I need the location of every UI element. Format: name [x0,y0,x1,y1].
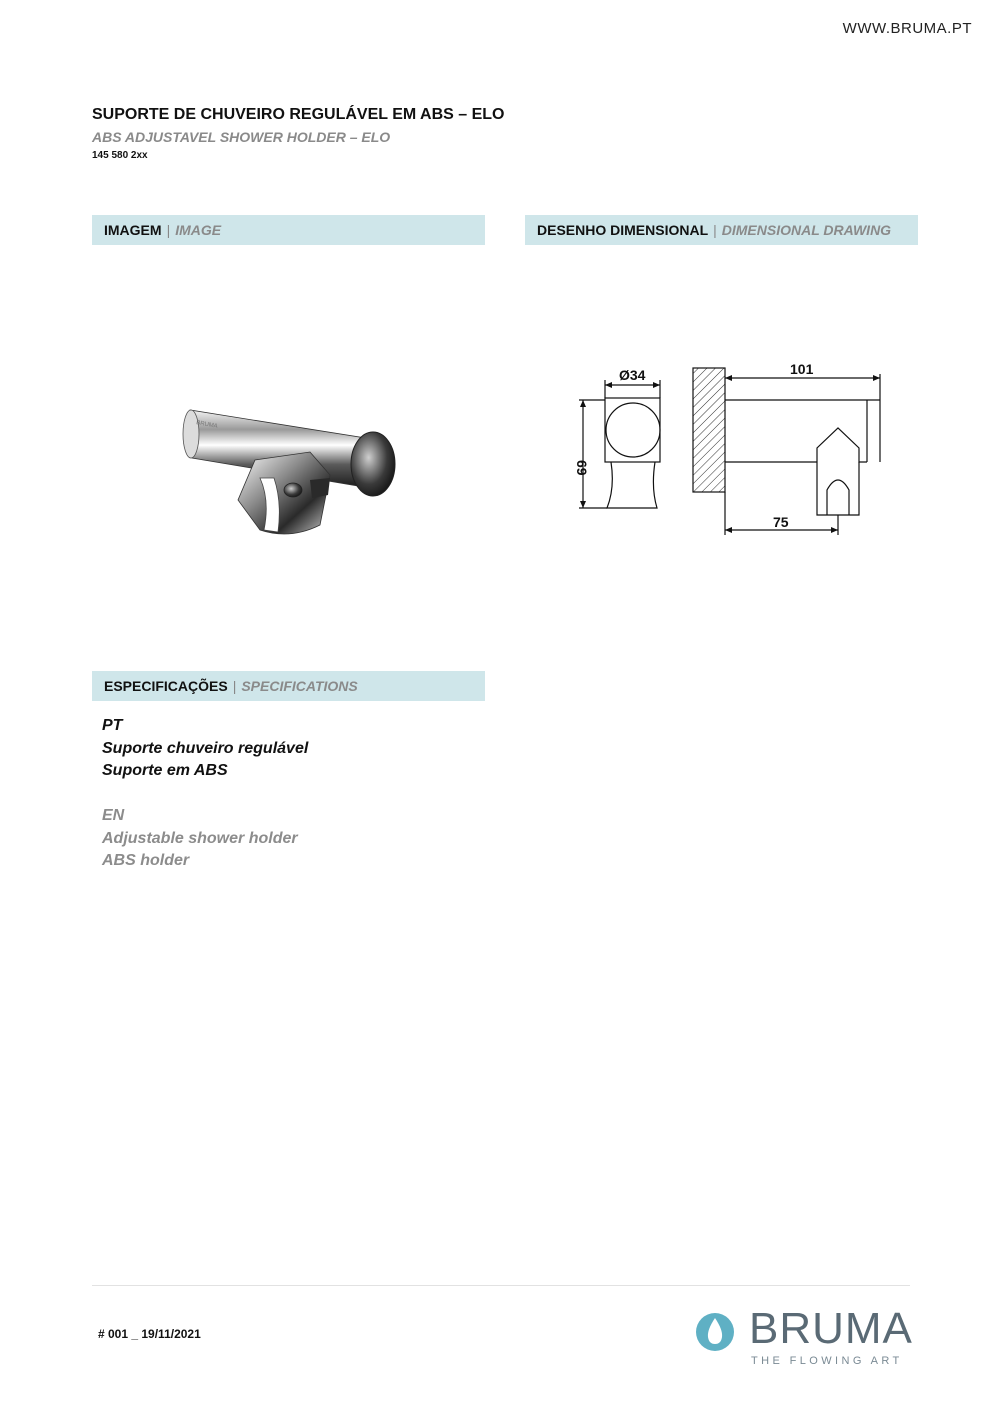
section-label-en: SPECIFICATIONS [241,678,358,694]
water-drop-icon [695,1310,735,1354]
dim-offset-label: 75 [773,514,789,530]
spec-line: Adjustable shower holder [102,829,298,847]
section-label-pt: ESPECIFICAÇÕES [104,678,228,694]
spec-language-label: PT [102,717,123,734]
spec-line: ABS holder [102,852,190,869]
section-label-en: IMAGE [175,222,222,238]
section-header-specifications [92,671,485,701]
photo-brand-mark: BRUMA [195,420,219,430]
product-code: 145 580 2xx [92,150,148,161]
spec-line: Suporte chuveiro regulável [102,739,309,757]
specs-portuguese [102,715,308,783]
section-header-image [92,215,485,245]
logo-tagline: THE FLOWING ART [751,1355,903,1367]
footer-divider [92,1285,910,1286]
specs-english [102,805,298,873]
document-number: # 001 _ 19/11/2021 [98,1327,201,1341]
spec-language-label: EN [102,807,125,824]
website-url: WWW.BRUMA.PT [842,20,972,37]
product-subtitle: ABS ADJUSTAVEL SHOWER HOLDER – ELO [92,129,391,145]
product-photo [160,380,410,560]
section-label-pt: IMAGEM [104,222,162,238]
section-label-en: DIMENSIONAL DRAWING [721,222,892,238]
dimensional-drawing [555,350,895,540]
product-title: SUPORTE DE CHUVEIRO REGULÁVEL EM ABS – ELO [92,106,505,123]
section-separator: | [232,678,237,694]
section-label-pt: DESENHO DIMENSIONAL [537,222,709,238]
logo-wordmark: BRUMA [749,1304,913,1353]
bruma-logo [695,1304,935,1373]
section-separator: | [713,222,717,238]
dim-length-label: 101 [790,361,814,377]
section-separator: | [166,222,171,238]
dim-diameter-label: Ø34 [619,367,646,383]
dim-height-label: 69 [574,460,590,476]
section-header-drawing [525,215,918,245]
spec-line: Suporte em ABS [102,762,228,779]
